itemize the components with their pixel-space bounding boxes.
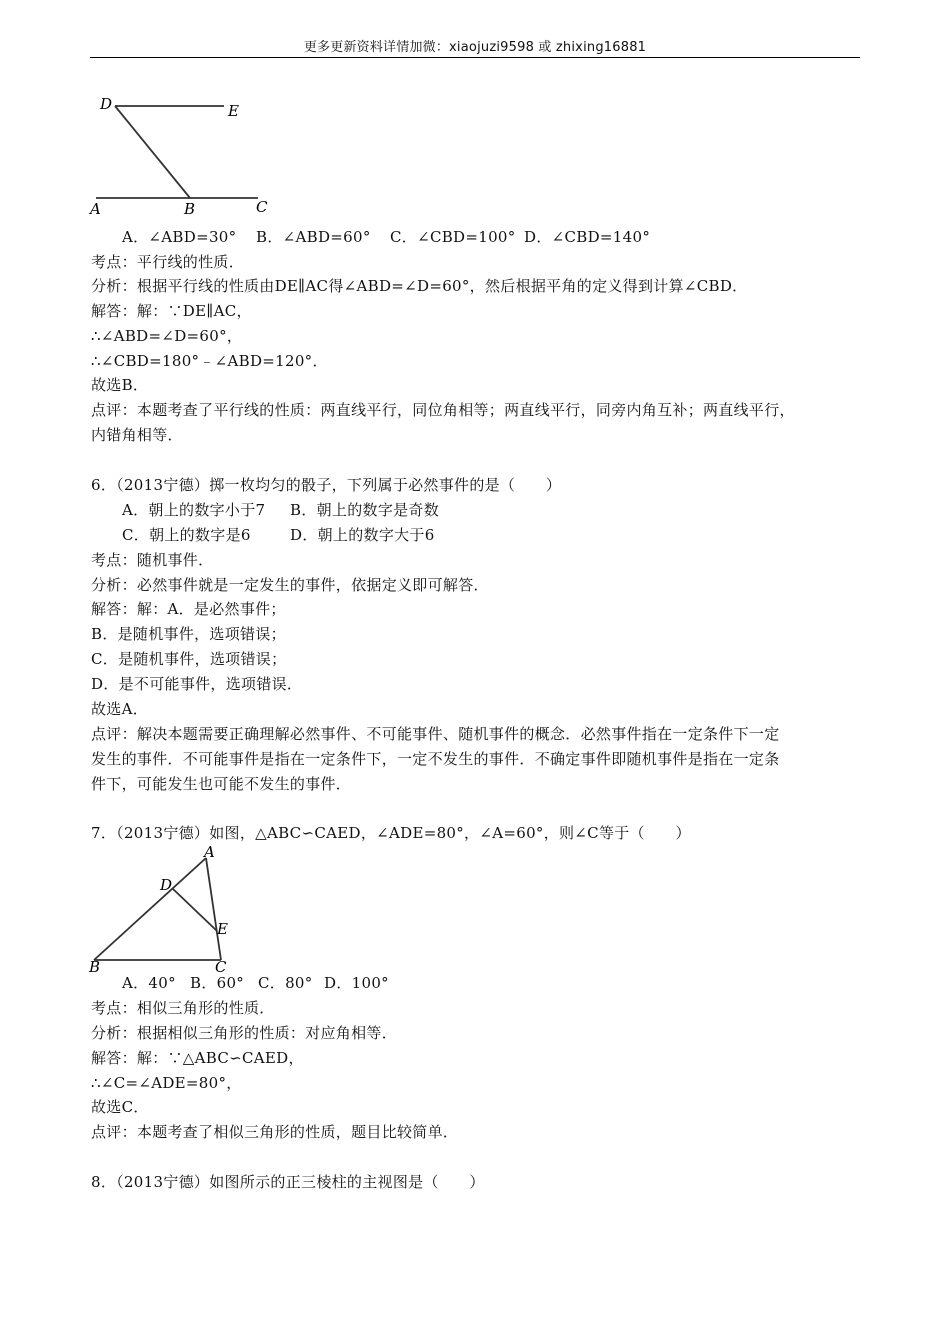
- q7-option-a: A．40°: [122, 974, 176, 992]
- label-a: A: [90, 200, 101, 218]
- q5-line-3: 解答：解：∵DE∥AC，: [91, 302, 252, 320]
- q6-line-8: 点评：解决本题需要正确理解必然事件、不可能事件、随机事件的概念．必然事件指在一定条件下一定: [91, 725, 780, 743]
- label-d: D: [160, 876, 173, 894]
- segment-de: [173, 889, 217, 931]
- q7-question: 7．（2013宁德）如图，△ABC∽CAED，∠ADE=80°，∠A=60°，则∠C等于（ ）: [91, 824, 691, 842]
- q7-line-1: 考点：相似三角形的性质．: [91, 999, 275, 1017]
- q6-line-9: 发生的事件．不可能事件是指在一定条件下，一定不发生的事件．不确定事件即随机事件是指在一定条: [91, 750, 780, 768]
- header-rule: [90, 57, 860, 58]
- q5-option-d: D．∠CBD=140°: [524, 228, 651, 246]
- q5-option-c: C．∠CBD=100°: [390, 228, 516, 246]
- label-a: A: [204, 843, 215, 861]
- q7-option-c: C．80°: [258, 974, 313, 992]
- q5-line-7: 点评：本题考查了平行线的性质：两直线平行，同位角相等；两直线平行，同旁内角互补；两直线平行，: [91, 401, 795, 419]
- q5-line-4: ∴∠ABD=∠D=60°，: [91, 327, 243, 345]
- q6-line-5: C．是随机事件，选项错误；: [91, 650, 287, 668]
- q7-options: [122, 973, 389, 993]
- q7-line-5: 故选C．: [91, 1098, 149, 1116]
- q5-option-b: B．∠ABD=60°: [256, 228, 371, 246]
- q6-line-7: 故选A．: [91, 700, 149, 718]
- q7-line-6: 点评：本题考查了相似三角形的性质，题目比较简单．: [91, 1123, 459, 1141]
- q7-line-2: 分析：根据相似三角形的性质：对应角相等．: [91, 1024, 398, 1042]
- q7-option-b: B．60°: [190, 974, 245, 992]
- q6-line-4: B．是随机事件，选项错误；: [91, 625, 286, 643]
- q6-option-c: C．朝上的数字是6: [122, 526, 251, 544]
- q5-line-8: 内错角相等．: [91, 426, 183, 444]
- q6-option-b: B．朝上的数字是奇数: [290, 501, 440, 519]
- figure-parallel-lines: [88, 92, 288, 218]
- q6-line-1: 考点：随机事件．: [91, 551, 214, 569]
- label-c: C: [215, 958, 227, 976]
- q7-line-4: ∴∠C=∠ADE=80°，: [91, 1074, 242, 1092]
- side-ac: [206, 858, 221, 960]
- q5-line-6: 故选B．: [91, 376, 149, 394]
- q6-options-row-1: [122, 500, 439, 520]
- label-e: E: [217, 920, 228, 938]
- q6-line-6: D．是不可能事件，选项错误．: [91, 675, 303, 693]
- label-b: B: [184, 200, 196, 218]
- q5-option-a: A．∠ABD=30°: [122, 228, 237, 246]
- q8-question: 8．（2013宁德）如图所示的正三棱柱的主视图是（ ）: [91, 1173, 485, 1191]
- figure-similar-triangles: [86, 842, 246, 976]
- q6-line-10: 件下，可能发生也可能不发生的事件．: [91, 775, 352, 793]
- q6-options-row-2: [122, 525, 435, 545]
- label-e: E: [228, 102, 239, 120]
- q5-line-1: 考点：平行线的性质．: [91, 253, 245, 271]
- label-d: D: [100, 95, 113, 113]
- page-header: 更多更新资料详情加微：xiaojuzi9598 或 zhixing16881: [303, 40, 647, 55]
- label-c: C: [256, 198, 268, 216]
- line-db: [115, 106, 190, 198]
- q5-options: [122, 227, 650, 247]
- side-ab: [94, 858, 206, 960]
- q7-option-d: D．100°: [324, 974, 389, 992]
- q6-line-2: 分析：必然事件就是一定发生的事件，依据定义即可解答．: [91, 576, 489, 594]
- q6-line-3: 解答：解：A．是必然事件；: [91, 600, 286, 618]
- q5-line-2: 分析：根据平行线的性质由DE∥AC得∠ABD=∠D=60°，然后根据平角的定义得到计算∠CBD．: [91, 277, 748, 295]
- q5-line-5: ∴∠CBD=180°﹣∠ABD=120°．: [91, 352, 328, 370]
- label-b: B: [89, 958, 101, 976]
- q6-question: 6．（2013宁德）掷一枚均匀的骰子，下列属于必然事件的是（ ）: [91, 476, 562, 494]
- q6-option-a: A．朝上的数字小于7: [122, 501, 266, 519]
- q7-line-3: 解答：解：∵△ABC∽CAED，: [91, 1049, 304, 1067]
- q6-option-d: D．朝上的数字大于6: [290, 526, 435, 544]
